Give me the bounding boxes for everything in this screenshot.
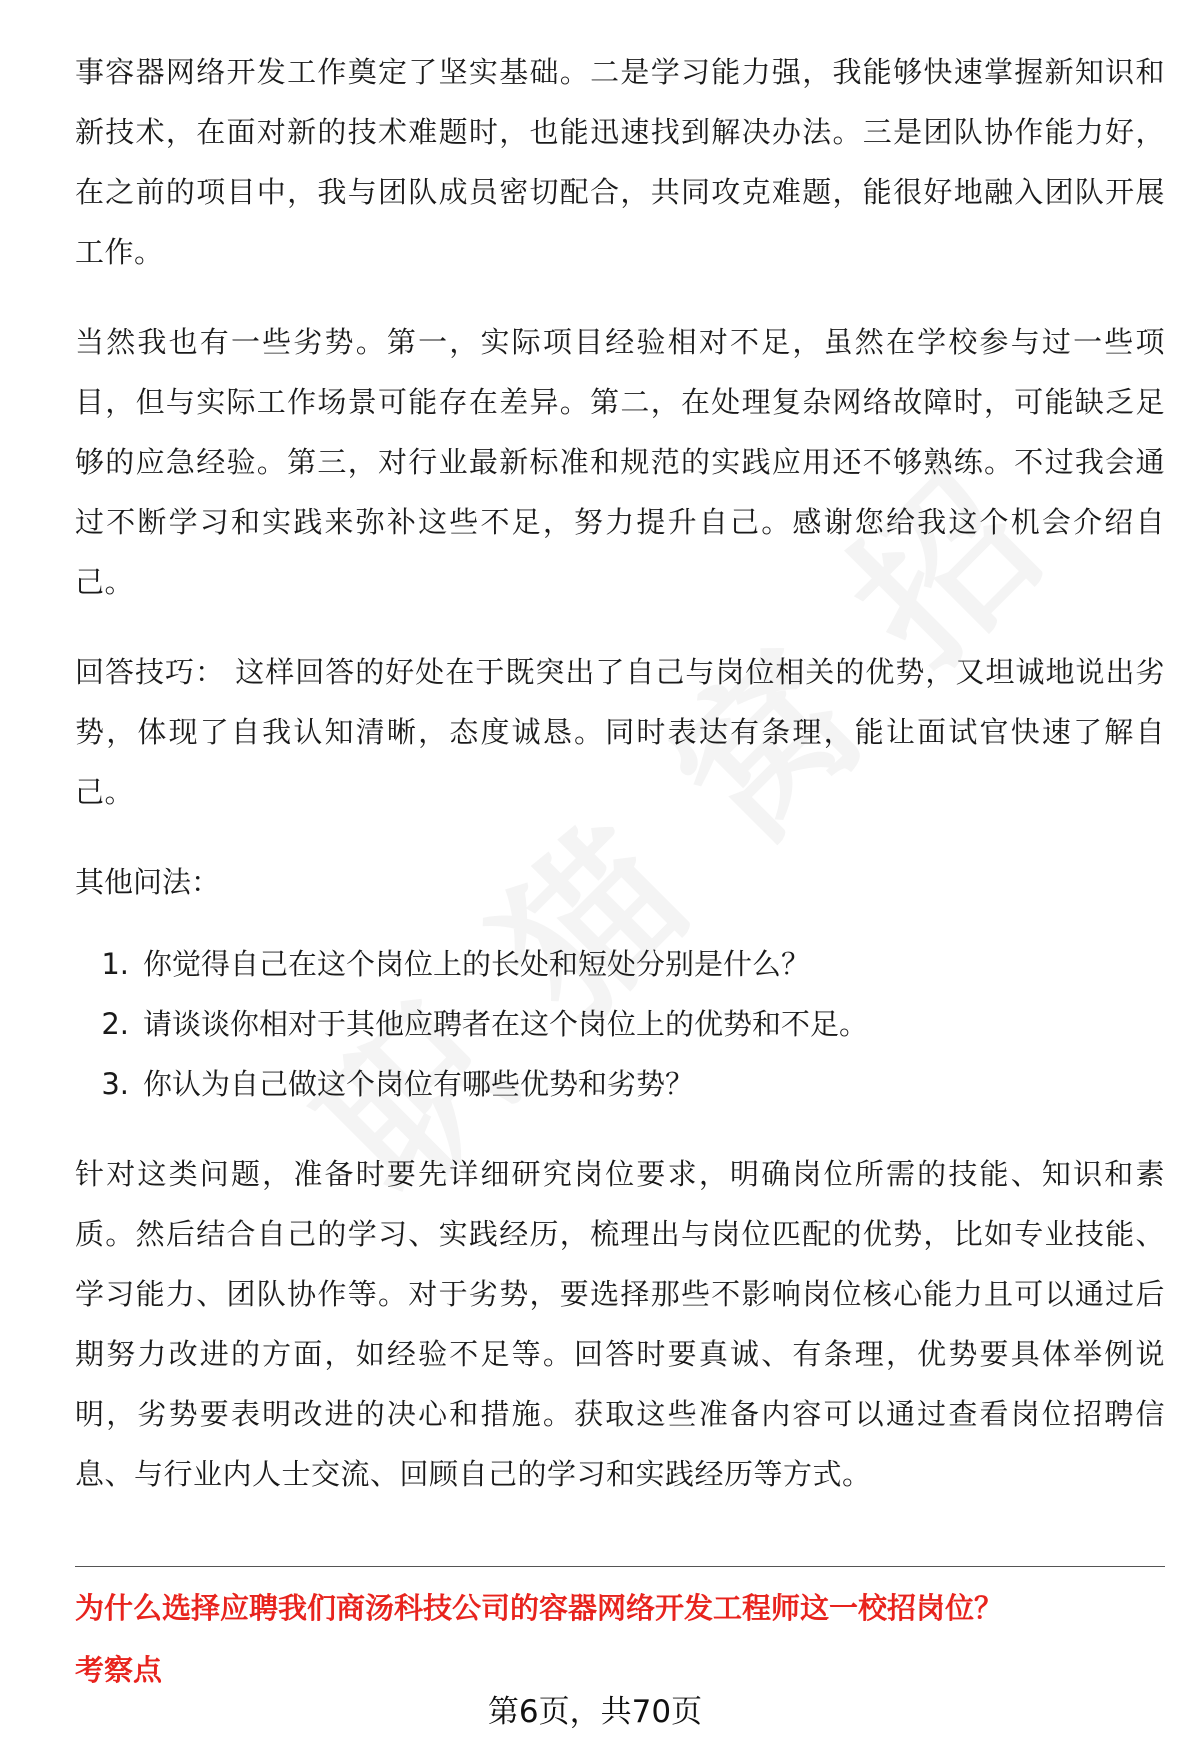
paragraph-preparation-advice: 针对这类问题，准备时要先详细研究岗位要求，明确岗位所需的技能、知识和素质。然后结合自己的学习、实践经历，梳理出与岗位匹配的优势，比如专业技能、学习能力、团队协作等。对于劣势，要选择那些不影响岗位核心能力且可以通过后期努力改进的方面，如经验不足等。回答时要真诚、有条理，优势要具体举例说明，劣势要表明改进的决心和措施。获取这些准备内容可以通过查看岗位招聘信息、与行业内人士交流、回顾自己的学习和实践经历等方式。 <box>75 1157 1165 1491</box>
paragraph-strengths-continued: 事容器网络开发工作奠定了坚实基础。二是学习能力强，我能够快速掌握新知识和新技术，在面对新的技术难题时，也能迅速找到解决办法。三是团队协作能力好，在之前的项目中，我与团队成员密切配合，共同攻克难题，能很好地融入团队开展工作。 <box>75 55 1165 269</box>
alternate-questions-list <box>75 934 1165 1114</box>
other-questions-label: 其他问法： <box>75 865 221 899</box>
paragraph-answer-tips: 回答技巧： 这样回答的好处在于既突出了自己与岗位相关的优势，又坦诚地说出劣势，体现了自我认知清晰，态度诚恳。同时表达有条理，能让面试官快速了解自己。 <box>75 655 1165 809</box>
page-content <box>75 42 1165 1534</box>
next-question-title: 为什么选择应聘我们商汤科技公司的容器网络开发工程师这一校招岗位？ <box>75 1591 1004 1625</box>
list-item-text: 你认为自己做这个岗位有哪些优势和劣势？ <box>143 1067 695 1101</box>
list-item <box>75 934 1165 994</box>
paragraph-weaknesses: 当然我也有一些劣势。第一，实际项目经验相对不足，虽然在学校参与过一些项目，但与实际工作场景可能存在差异。第二，在处理复杂网络故障时，可能缺乏足够的应急经验。第三，对行业最新标准和规范的实践应用还不够熟练。不过我会通过不断学习和实践来弥补这些不足，努力提升自己。感谢您给我这个机会介绍自己。 <box>75 325 1165 599</box>
section-divider <box>75 1566 1165 1567</box>
list-number: 1. <box>101 947 129 981</box>
list-item <box>75 1054 1165 1114</box>
assessment-points-heading: 考察点 <box>75 1653 163 1687</box>
list-item <box>75 994 1165 1054</box>
list-item-text: 请谈谈你相对于其他应聘者在这个岗位上的优势和不足。 <box>143 1007 869 1041</box>
list-number: 2. <box>101 1007 129 1041</box>
list-number: 3. <box>101 1067 129 1101</box>
list-item-text: 你觉得自己在这个岗位上的长处和短处分别是什么？ <box>143 947 811 981</box>
page-number: 第6页，共70页 <box>487 1694 703 1730</box>
